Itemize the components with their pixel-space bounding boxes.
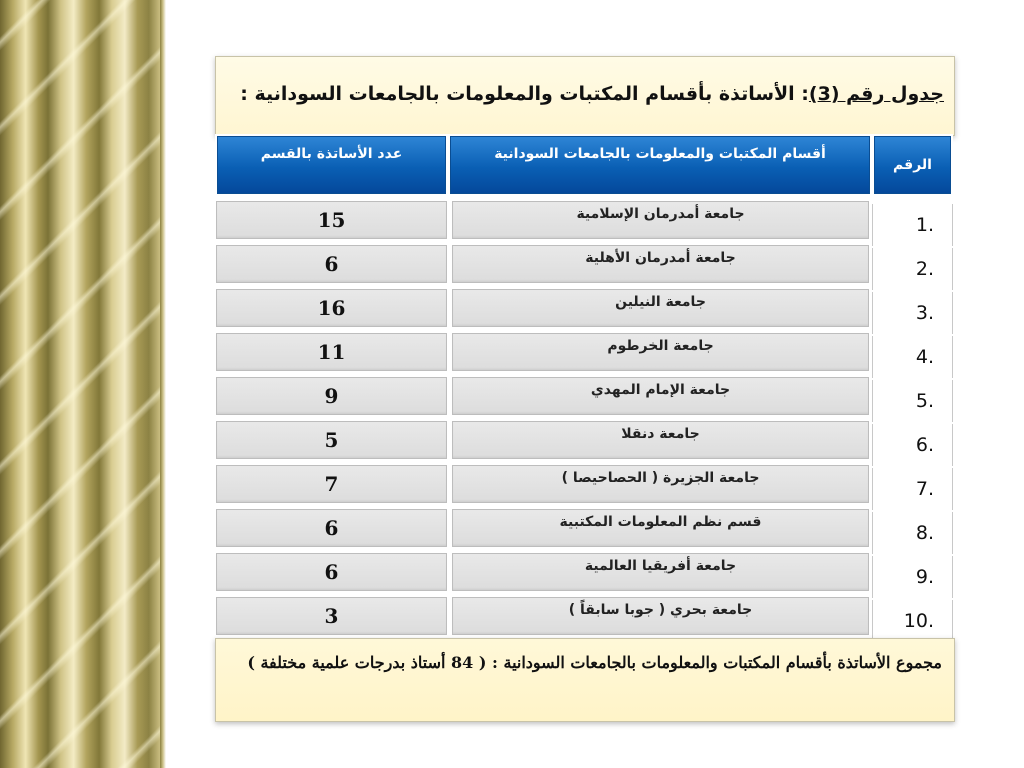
table-row — [215, 508, 953, 550]
header-count: عدد الأساتذة بالقسم — [215, 134, 448, 196]
row-department-name: جامعة الإمام المهدي — [451, 376, 870, 416]
row-count: 3 — [215, 596, 448, 636]
row-count: 6 — [215, 552, 448, 592]
row-count: 16 — [215, 288, 448, 328]
table-row — [215, 464, 953, 506]
row-department-name: جامعة دنقلا — [451, 420, 870, 460]
table-caption — [240, 83, 944, 105]
title-box — [215, 56, 955, 136]
row-count: 15 — [215, 200, 448, 240]
row-index: 5. — [872, 380, 953, 422]
row-department-name: جامعة الجزيرة ( الحصاحيصا ) — [451, 464, 870, 504]
table-row — [215, 376, 953, 418]
row-index: 6. — [872, 424, 953, 466]
table-row — [215, 596, 953, 638]
footer-summary: مجموع الأساتذة بأقسام المكتبات والمعلومات بالجامعات السودانية : ( 84 أستاذ بدرجات علمية مختلفة ) — [247, 653, 942, 672]
row-index: 1. — [872, 204, 953, 246]
row-index: 3. — [872, 292, 953, 334]
table-row — [215, 288, 953, 330]
row-department-name: جامعة أمدرمان الإسلامية — [451, 200, 870, 240]
row-department-name: جامعة أفريقيا العالمية — [451, 552, 870, 592]
table-row — [215, 420, 953, 462]
row-index: 4. — [872, 336, 953, 378]
header-department: أقسام المكتبات والمعلومات بالجامعات السودانية — [448, 134, 872, 196]
row-department-name: جامعة النيلين — [451, 288, 870, 328]
row-index: 10. — [872, 600, 953, 642]
pillar-edge-decoration — [160, 0, 166, 768]
row-count: 7 — [215, 464, 448, 504]
row-count: 6 — [215, 244, 448, 284]
row-count: 5 — [215, 420, 448, 460]
row-index: 9. — [872, 556, 953, 598]
table-row — [215, 244, 953, 286]
table-row — [215, 552, 953, 594]
header-index: الرقم — [872, 134, 953, 196]
row-count: 9 — [215, 376, 448, 416]
row-department-name: جامعة بحري ( جوبا سابقاً ) — [451, 596, 870, 636]
row-count: 11 — [215, 332, 448, 372]
row-index: 8. — [872, 512, 953, 554]
row-index: 2. — [872, 248, 953, 290]
row-department-name: قسم نظم المعلومات المكتبية — [451, 508, 870, 548]
row-count: 6 — [215, 508, 448, 548]
footer-box — [215, 638, 955, 722]
table-header-row — [215, 134, 953, 196]
table-row — [215, 332, 953, 374]
row-index: 7. — [872, 468, 953, 510]
row-department-name: جامعة الخرطوم — [451, 332, 870, 372]
table-number: جدول رقم (3) — [808, 83, 944, 105]
row-department-name: جامعة أمدرمان الأهلية — [451, 244, 870, 284]
table-row — [215, 200, 953, 242]
table-title: : الأساتذة بأقسام المكتبات والمعلومات بالجامعات السودانية : — [240, 83, 809, 105]
gold-pillar-decoration — [0, 0, 160, 768]
